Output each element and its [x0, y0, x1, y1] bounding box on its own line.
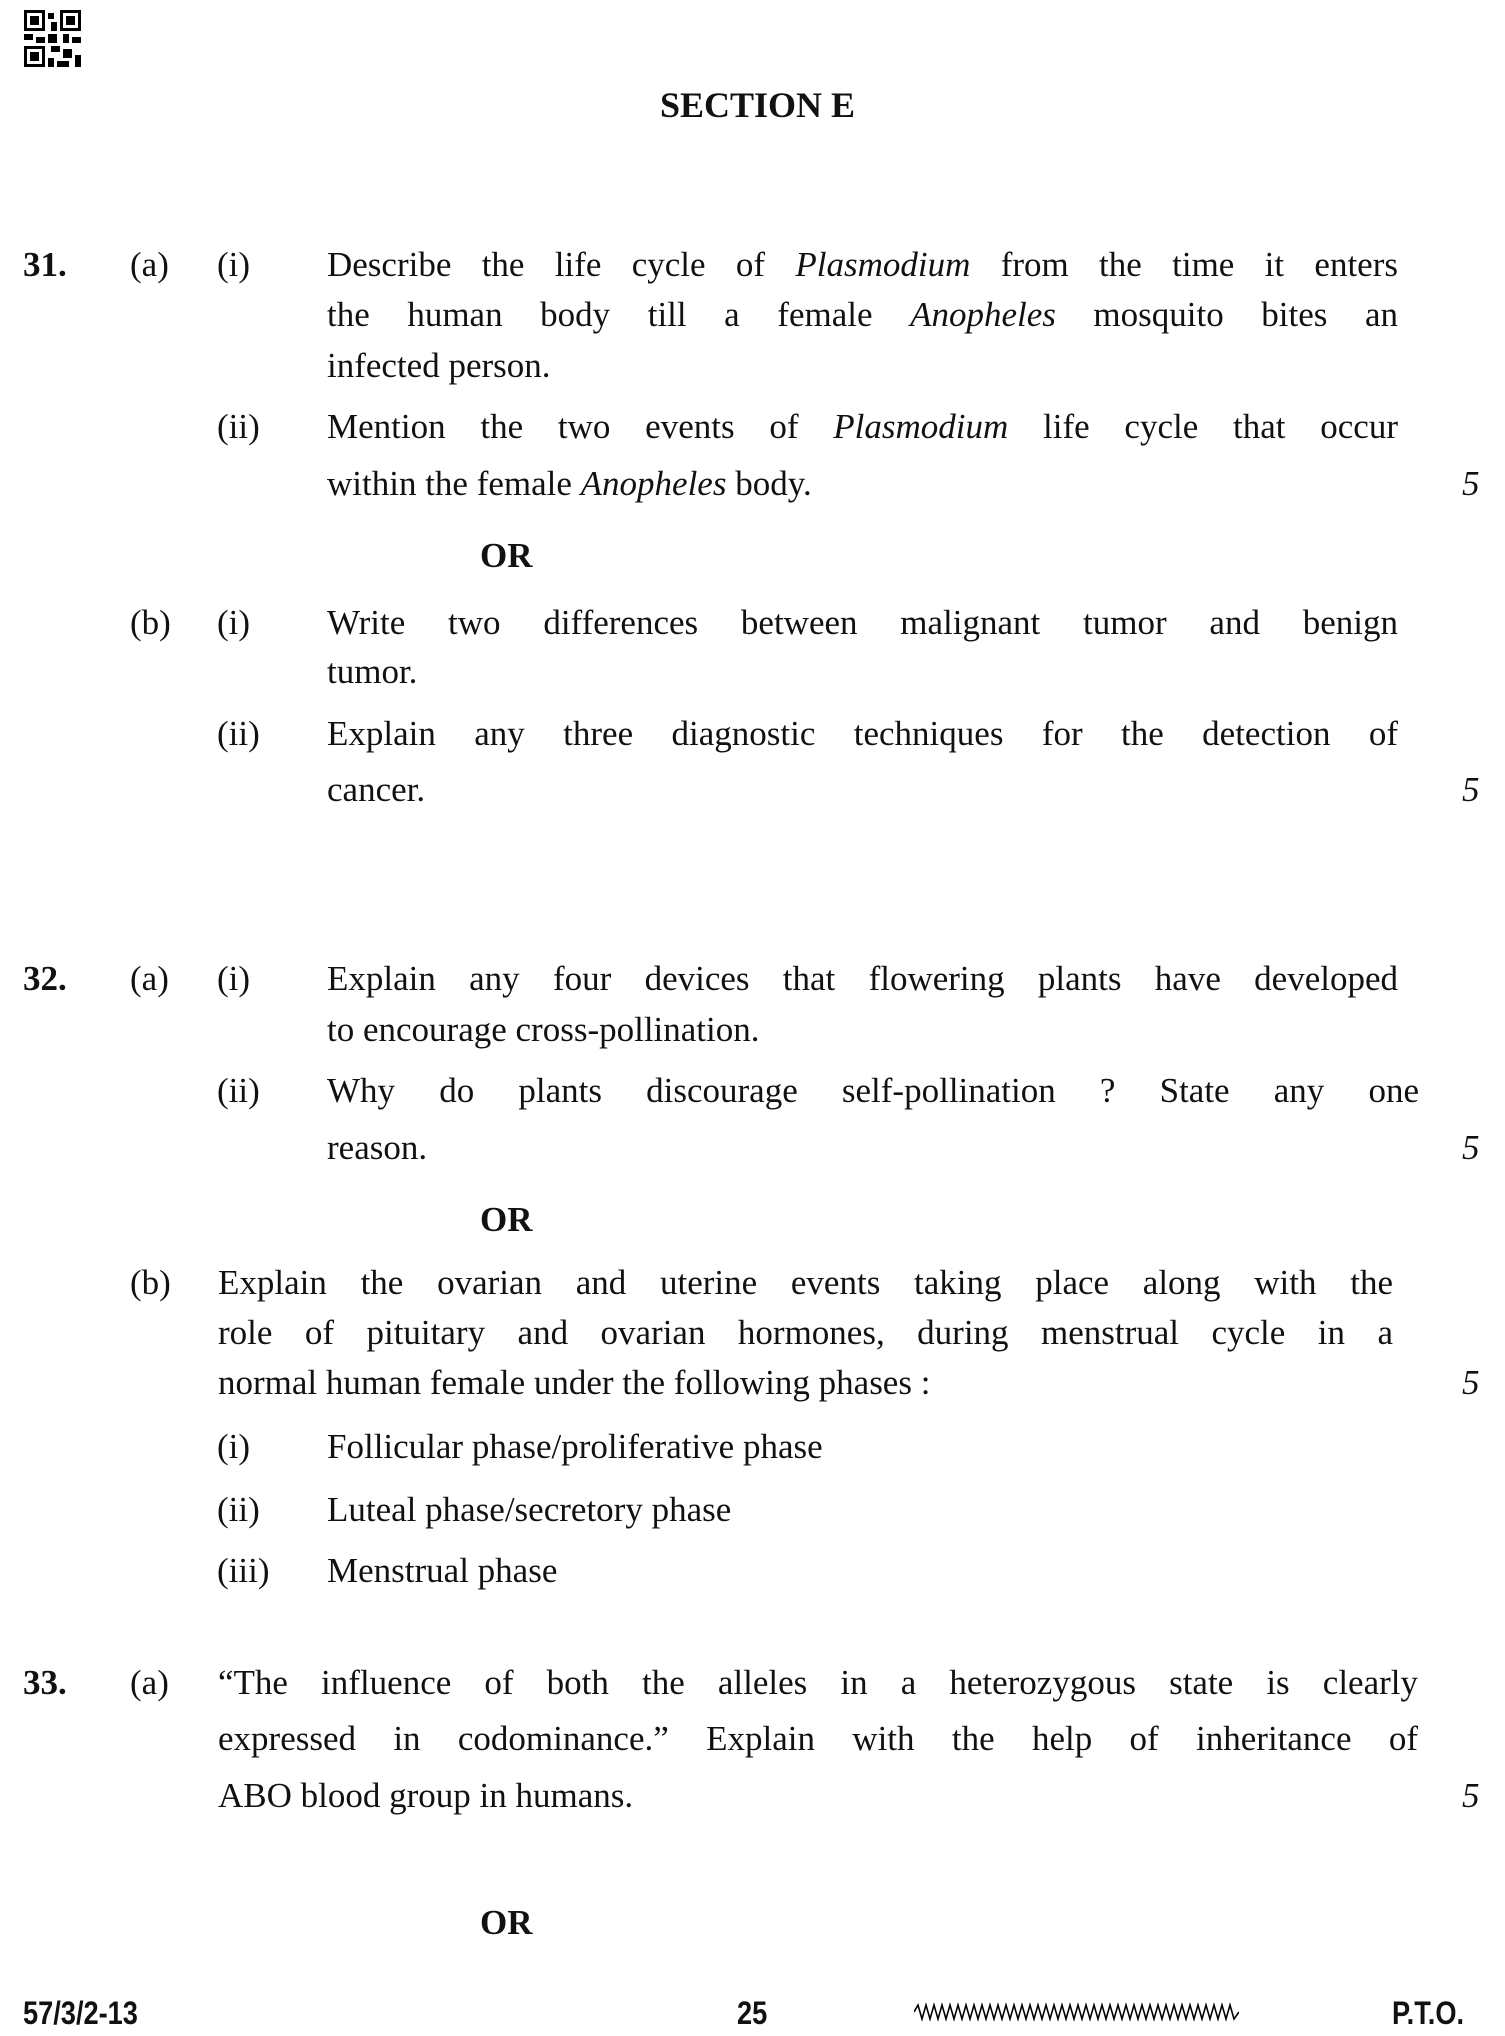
question-line: ABO blood group in humans. [218, 1776, 634, 1815]
question-line: Menstrual phase [327, 1551, 558, 1590]
text: from the time it enters [970, 245, 1398, 284]
qr-code-icon [24, 10, 81, 67]
question-line [327, 290, 1398, 340]
text: body. [726, 464, 812, 503]
part-label: (a) [130, 1663, 169, 1702]
question-line: Explain any four devices that flowering plants have developed [327, 959, 1398, 998]
text: mosquito bites an [1055, 295, 1398, 334]
or-divider: OR [480, 536, 533, 575]
question-line: “The influence of both the alleles in a heterozygous state is clearly [218, 1663, 1418, 1702]
part-label: (b) [130, 1263, 171, 1302]
question-line: reason. [327, 1128, 428, 1167]
subpart-label: (ii) [217, 1490, 260, 1529]
question-line: cancer. [327, 770, 426, 809]
italic-term: Plasmodium [795, 245, 971, 284]
subpart-label: (ii) [217, 714, 260, 753]
section-title: SECTION E [659, 85, 856, 125]
paper-code: 57/3/2-13 [23, 1995, 138, 2031]
text: life cycle that occur [1008, 407, 1398, 446]
text: Describe the life cycle of [327, 245, 796, 284]
question-line: Luteal phase/secretory phase [327, 1490, 732, 1529]
italic-term: Anopheles [910, 295, 1056, 334]
question-line [327, 459, 1398, 509]
question-line: expressed in codominance.” Explain with the help of inheritance of [218, 1719, 1418, 1758]
marks: 5 [1462, 1363, 1480, 1402]
question-number: 33. [23, 1663, 67, 1702]
question-line [327, 402, 1398, 452]
part-label: (a) [130, 959, 169, 998]
question-number: 31. [23, 245, 67, 284]
please-turn-over: P.T.O. [1392, 1995, 1465, 2031]
subpart-label: (i) [217, 603, 251, 642]
marks: 5 [1462, 1128, 1480, 1167]
subpart-label: (i) [217, 245, 251, 284]
question-line: role of pituitary and ovarian hormones, during menstrual cycle in a [218, 1313, 1393, 1352]
question-line: Follicular phase/proliferative phase [327, 1427, 823, 1466]
marks: 5 [1462, 1776, 1480, 1815]
question-line: Write two differences between malignant tumor and benign [327, 603, 1398, 642]
question-line: tumor. [327, 652, 418, 691]
question-line: Explain the ovarian and uterine events taking place along with the [218, 1263, 1393, 1302]
marks: 5 [1462, 464, 1480, 503]
italic-term: Plasmodium [833, 407, 1009, 446]
subpart-label: (i) [217, 1427, 251, 1466]
italic-term: Anopheles [580, 464, 727, 503]
text: Mention the two events of [327, 407, 834, 446]
question-line: Explain any three diagnostic techniques for the detection of [327, 714, 1398, 753]
page-number: 25 [737, 1995, 768, 2031]
wavy-line-decoration [914, 2002, 1239, 2022]
question-line: normal human female under the following phases : [218, 1363, 931, 1402]
part-label: (b) [130, 603, 171, 642]
question-line: infected person. [327, 346, 551, 385]
or-divider: OR [480, 1903, 533, 1942]
subpart-label: (iii) [217, 1551, 270, 1590]
question-number: 32. [23, 959, 67, 998]
or-divider: OR [480, 1200, 533, 1239]
part-label: (a) [130, 245, 169, 284]
subpart-label: (i) [217, 959, 251, 998]
marks: 5 [1462, 770, 1480, 809]
question-line: to encourage cross-pollination. [327, 1010, 760, 1049]
text: the human body till a female [327, 295, 911, 334]
question-line: Why do plants discourage self-pollination ? State any one [327, 1071, 1419, 1110]
subpart-label: (ii) [217, 407, 260, 446]
question-line [327, 240, 1398, 290]
text: within the female [327, 464, 581, 503]
subpart-label: (ii) [217, 1071, 260, 1110]
